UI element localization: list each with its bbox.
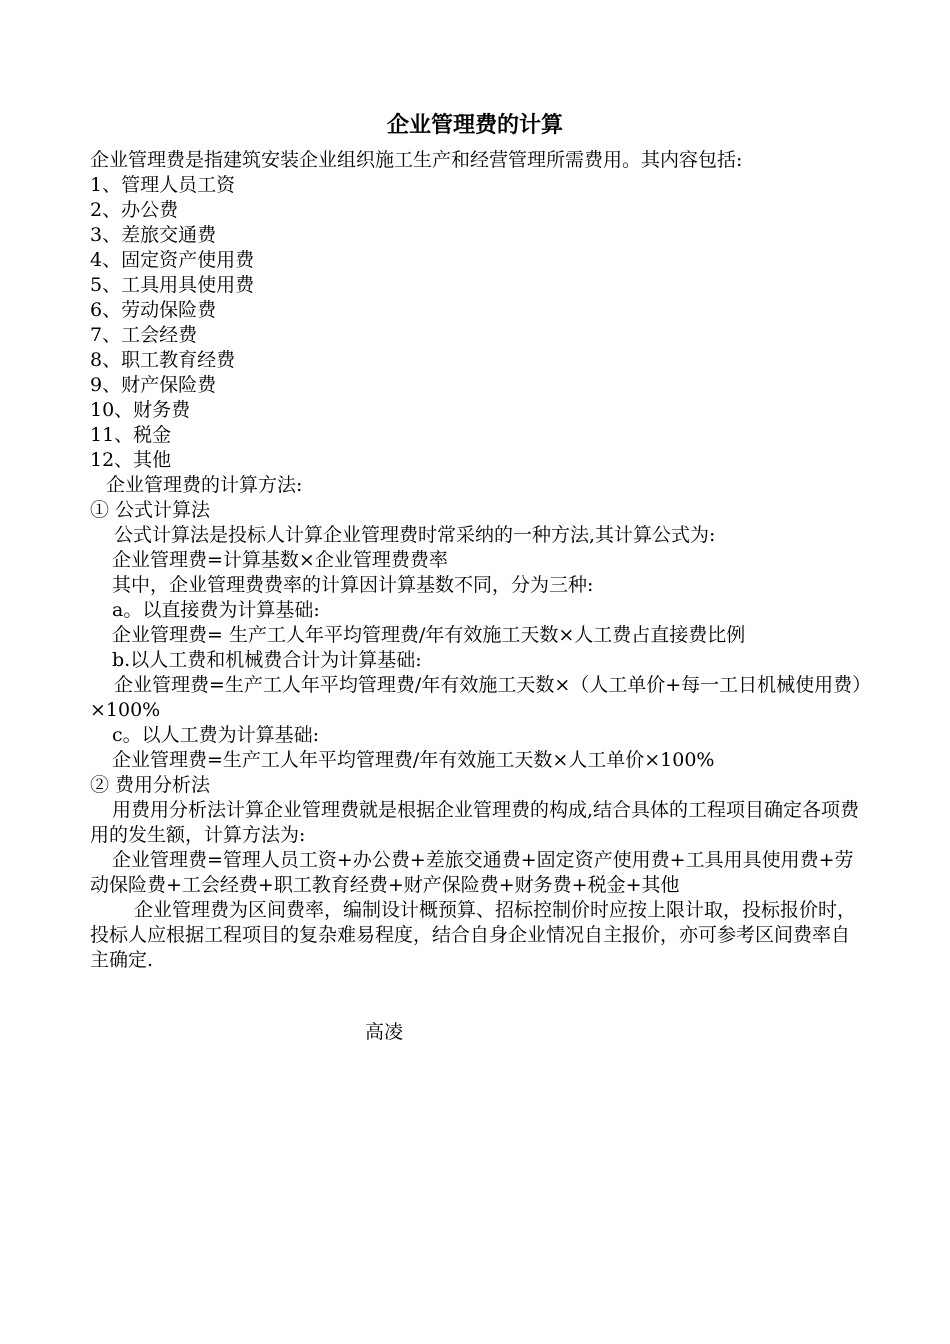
- list-item: 6、劳动保险费: [90, 299, 217, 321]
- intro-paragraph: 企业管理费是指建筑安装企业组织施工生产和经营管理所需费用。其内容包括:: [90, 149, 743, 171]
- closing-paragraph: 企业管理费为区间费率，编制设计概预算、招标控制价时应按上限计取，投标报价时，投标人应根据工程项目的复杂难易程度，结合自身企业情况自主报价，亦可参考区间费率自主确定.: [90, 899, 857, 971]
- method1-a-formula: 企业管理费= 生产工人年平均管理费/年有效施工天数×人工费占直接费比例: [112, 624, 746, 646]
- method1-c-label: c。以人工费为计算基础:: [112, 724, 320, 746]
- method1-c-formula: 企业管理费=生产工人年平均管理费/年有效施工天数×人工单价×100%: [112, 749, 715, 771]
- method1-a-label: a。以直接费为计算基础:: [112, 599, 320, 621]
- list-item: 12、其他: [90, 449, 172, 471]
- list-item: 5、工具用具使用费: [90, 274, 255, 296]
- document-title: 企业管理费的计算: [386, 112, 563, 138]
- method1-b-label: b.以人工费和机械费合计为计算基础:: [112, 649, 422, 671]
- document-body: [90, 148, 862, 973]
- list-item: 10、财务费: [90, 399, 191, 421]
- list-item: 7、工会经费: [90, 324, 198, 346]
- method2-formula: 企业管理费=管理人员工资+办公费+差旅交通费+固定资产使用费+工具用具使用费+劳动保险费+工会经费+职工教育经费+财产保险费+财务费+税金+其他: [90, 849, 854, 896]
- method1-b-formula: 企业管理费=生产工人年平均管理费/年有效施工天数×（人工单价+每一工日机械使用费）×100%: [90, 674, 862, 721]
- list-item: 11、税金: [90, 424, 172, 446]
- method1-formula: 企业管理费=计算基数×企业管理费费率: [112, 549, 448, 571]
- method1-heading: ① 公式计算法: [90, 499, 211, 521]
- method2-heading: ② 费用分析法: [90, 774, 211, 796]
- list-item: 1、管理人员工资: [90, 174, 236, 196]
- list-item: 2、办公费: [90, 199, 179, 221]
- author-signature: 高凌: [365, 1021, 404, 1043]
- method1-description: 公式计算法是投标人计算企业管理费时常采纳的一种方法,其计算公式为:: [114, 524, 716, 546]
- method1-note: 其中，企业管理费费率的计算因计算基数不同，分为三种:: [112, 574, 594, 596]
- method2-description: 用费用分析法计算企业管理费就是根据企业管理费的构成,结合具体的工程项目确定各项费用的发生额，计算方法为:: [90, 799, 860, 846]
- list-item: 9、财产保险费: [90, 374, 217, 396]
- list-item: 8、职工教育经费: [90, 349, 236, 371]
- list-item: 4、固定资产使用费: [90, 249, 255, 271]
- list-item: 3、差旅交通费: [90, 224, 217, 246]
- methods-heading: 企业管理费的计算方法:: [106, 474, 303, 496]
